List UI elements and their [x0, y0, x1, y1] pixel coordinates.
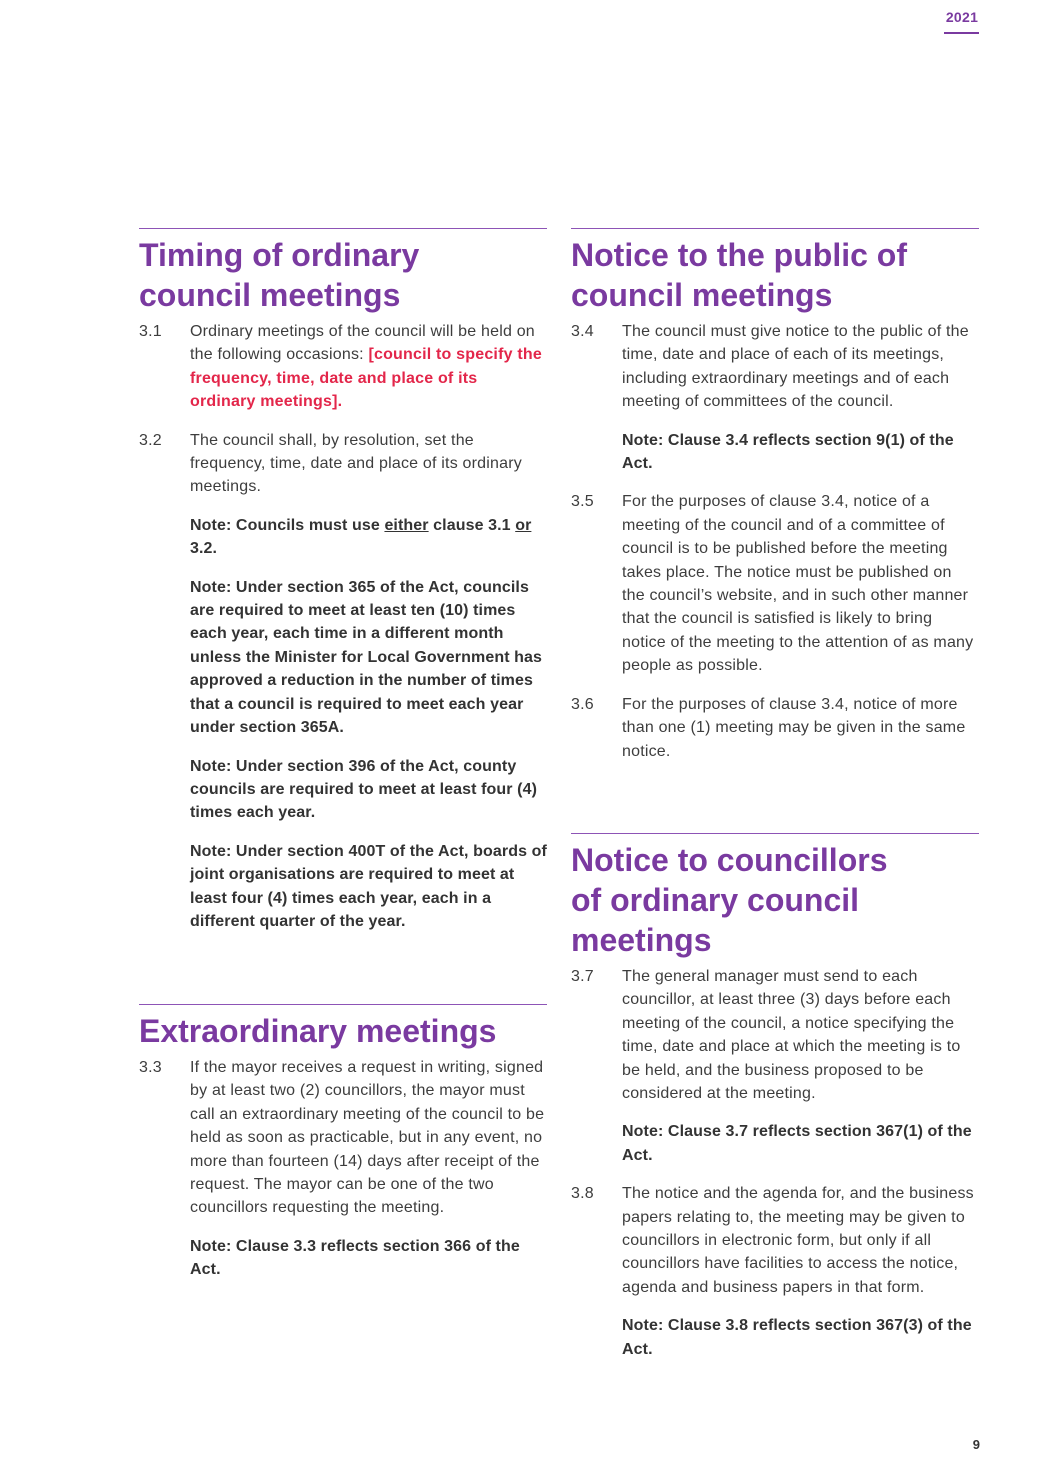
section-divider [139, 228, 547, 229]
clause-text: The general manager must send to each councillor, at least three (3) days before each meeting of the council, a notice specifying the time, date and place at which the meeting is to be held, and the business proposed to be considered at the meeting. [622, 968, 961, 1103]
clause-3-1 [139, 320, 547, 414]
heading-councillor-notice: Notice to councillors of ordinary council meetings [571, 842, 888, 958]
heading-public-notice: Notice to the public of council meetings [571, 237, 907, 313]
clause-3-3 [139, 1056, 547, 1220]
year-label: 2021 [945, 9, 979, 25]
clause-text: If the mayor receives a request in writing, signed by at least two (2) councillors, the mayor must call an extraordinary meeting of the council to be held as soon as practicable, but in any event, no more than fourteen (14) days after receipt of the request. The mayor can be one of the two councillors requesting the meeting. [190, 1059, 545, 1217]
note-clause-3-4: Note: Clause 3.4 reflects section 9(1) of the Act. [622, 431, 954, 473]
clause-number: 3.2 [139, 431, 162, 449]
note-section-396: Note: Under section 396 of the Act, county councils are required to meet at least four (4) times each year. [190, 757, 538, 822]
heading-timing: Timing of ordinary council meetings [139, 237, 420, 313]
clause-3-5 [571, 490, 979, 677]
note-section-365: Note: Under section 365 of the Act, councils are required to meet at least ten (10) times each year, each time in a different month unless the Minister for Local Government has approved a reduction in the number of times that a council is required to meet each year under section 365A. [190, 578, 543, 737]
clause-number: 3.3 [139, 1059, 162, 1076]
note-clause-3-8: Note: Clause 3.8 reflects section 367(3) of the Act. [622, 1317, 972, 1358]
note-section-400t: Note: Under section 400T of the Act, boards of joint organisations are required to meet at least four (4) times each year, each in a different quarter of the year. [190, 842, 547, 930]
clause-number: 3.8 [571, 1185, 594, 1203]
clause-text: For the purposes of clause 3.4, notice of more than one (1) meeting may be given in the same notice. [622, 695, 966, 760]
section-councillor-notice [571, 833, 979, 1361]
placeholder-highlight: [council to specify the frequency, time, date and place of its ordinary meetings]. [190, 346, 542, 411]
note-either-or: Note: Councils must use either clause 3.1 or 3.2. [190, 516, 532, 558]
note-clause-3-7: Note: Clause 3.7 reflects section 367(1) of the Act. [622, 1123, 972, 1164]
year-underline [944, 32, 979, 34]
note-clause-3-3: Note: Clause 3.3 reflects section 366 of the Act. [190, 1237, 520, 1279]
section-timing [139, 228, 547, 933]
clause-number: 3.7 [571, 968, 594, 985]
section-divider [571, 228, 979, 229]
clause-3-6 [571, 693, 979, 763]
clause-number: 3.6 [571, 695, 594, 713]
clause-3-4 [571, 320, 979, 414]
clause-text: The council shall, by resolution, set the frequency, time, date and place of its ordinary meetings. [190, 431, 522, 496]
section-divider [571, 833, 979, 834]
page-number: 9 [972, 1437, 980, 1452]
section-public-notice [571, 228, 979, 763]
clause-text: Ordinary meetings of the council will be held on the following occasions: [council to specify the frequency, time, date and place of its ordinary meetings]. [190, 323, 542, 411]
clause-number: 3.4 [571, 323, 594, 340]
section-extraordinary [139, 1004, 547, 1282]
clause-text: The council must give notice to the public of the time, date and place of each of its meetings, including extraordinary meetings and of each meeting of committees of the council. [622, 323, 969, 411]
clause-number: 3.5 [571, 493, 594, 511]
clause-3-2 [139, 429, 547, 499]
clause-3-8 [571, 1182, 979, 1299]
section-divider [139, 1004, 547, 1005]
clause-3-7 [571, 965, 979, 1105]
heading-extraordinary: Extraordinary meetings [139, 1013, 497, 1049]
clause-number: 3.1 [139, 323, 162, 340]
clause-text: The notice and the agenda for, and the business papers relating to, the meeting may be given to councillors in electronic form, but only if all councillors have facilities to access the notice, agenda and business papers in that form. [622, 1185, 974, 1296]
clause-text: For the purposes of clause 3.4, notice of a meeting of the council and of a committee of council is to be published before the meeting takes place. The notice must be published on the council’s website, and in such other manner that the council is satisfied is likely to bring notice of the meeting to the attention of as many people as possible. [622, 493, 974, 675]
